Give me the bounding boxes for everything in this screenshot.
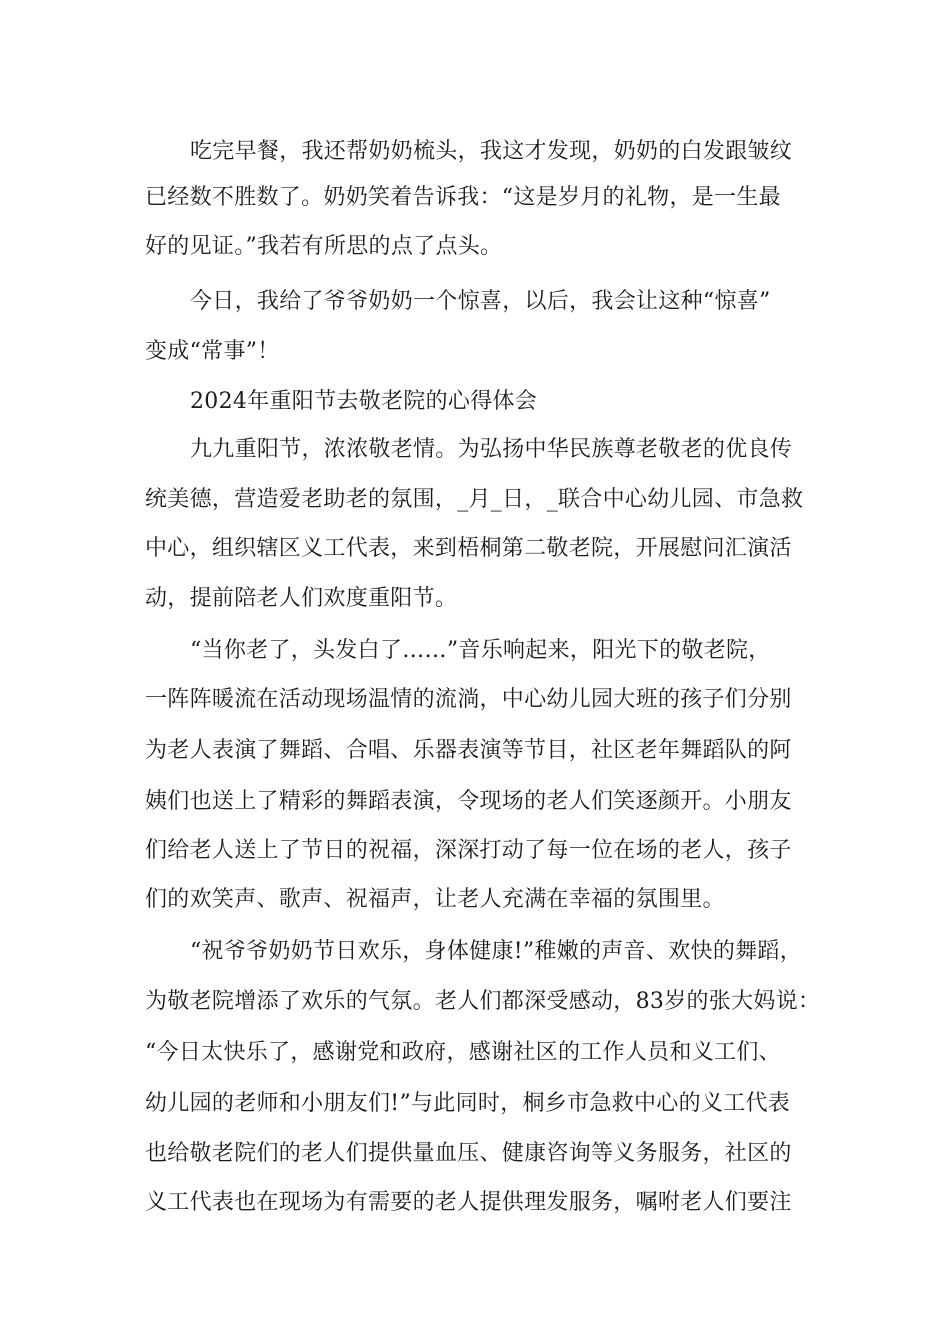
paragraph-line: 也给敬老院们的老人们提供量血压、健康咨询等义务服务，社区的 [145,1141,792,1166]
paragraph-line: “今日太快乐了，感谢党和政府，感谢社区的工作人员和义工们、 [145,1040,781,1065]
paragraph-line: 为敬老院增添了欢乐的气氛。老人们都深受感动，83岁的张大妈说： [145,989,821,1014]
paragraph-line: 为老人表演了舞蹈、合唱、乐器表演等节目，社区老年舞蹈队的阿 [145,738,792,763]
paragraph-line: 吃完早餐，我还帮奶奶梳头，我这才发现，奶奶的白发跟皱纹 [190,139,793,164]
paragraph-line: 们的欢笑声、歌声、祝福声，让老人充满在幸福的氛围里。 [145,887,725,912]
paragraph-line: 姨们也送上了精彩的舞蹈表演，令现场的老人们笑逐颜开。小朋友 [145,789,792,814]
paragraph-line: 动，提前陪老人们欢度重阳节。 [145,586,458,611]
paragraph-line: 好的见证。”我若有所思的点了点头。 [145,234,503,259]
paragraph-line: 变成“常事”！ [145,339,280,364]
paragraph-line: 今日，我给了爷爷奶奶一个惊喜，以后，我会让这种“惊喜” [190,289,771,314]
paragraph-line: 幼儿园的老师和小朋友们!”与此同时，桐乡市急救中心的义工代表 [145,1091,791,1116]
paragraph-line: 统美德，营造爱老助老的氛围，_月_日，_联合中心幼儿园、市急救 [145,487,804,512]
paragraph-line: “当你老了，头发白了……”音乐响起来，阳光下的敬老院， [190,638,771,663]
paragraph-line: 中心，组织辖区义工代表，来到梧桐第二敬老院，开展慰问汇演活 [145,536,792,561]
paragraph-line: 一阵阵暖流在活动现场温情的流淌，中心幼儿园大班的孩子们分别 [145,687,792,712]
section-heading: 2024年重阳节去敬老院的心得体会 [190,389,538,414]
paragraph-line: 已经数不胜数了。奶奶笑着告诉我：“这是岁月的礼物，是一生最 [145,185,781,210]
paragraph-line: “祝爷爷奶奶节日欢乐，身体健康!”稚嫩的声音、欢快的舞蹈， [190,939,803,964]
paragraph-line: 们给老人送上了节日的祝福，深深打动了每一位在场的老人，孩子 [145,838,792,863]
paragraph-line: 义工代表也在现场为有需要的老人提供理发服务，嘱咐老人们要注 [145,1190,792,1215]
paragraph-line: 九九重阳节，浓浓敬老情。为弘扬中华民族尊老敬老的优良传 [190,437,793,462]
